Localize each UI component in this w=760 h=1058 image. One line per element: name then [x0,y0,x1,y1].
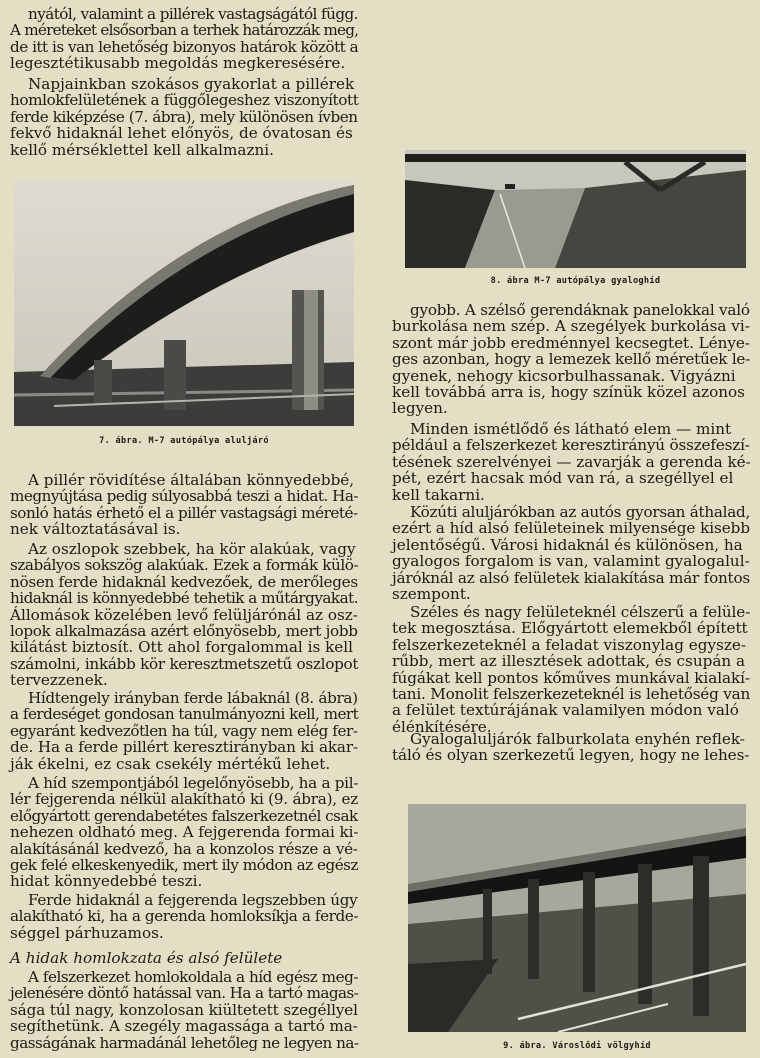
text-line: Közúti aluljárókban az autós gyorsan áthalad, [410,503,751,521]
body-paragraph [10,775,358,890]
text-line: járóknál az alsó felületek kialakítása már fontos [392,568,750,587]
text-line: ják ékelni, ez csak csekély mértékű lehet. [10,754,331,773]
figure-7-photo [14,180,354,426]
text-line: a ferdeséget gondosan tanulmányozni kell, mert [10,705,359,724]
body-paragraph [392,302,750,417]
text-line: fúgákat kell pontos kőműves munkával kialakí- [392,668,750,687]
body-paragraph [10,76,358,158]
text-line: kell továbbá arra is, hogy színük közel azonos [392,383,745,402]
figure-8-photo [405,150,746,268]
text-line: szempont. [392,585,471,604]
text-line: ferde kiképzése (7. ábra), mely különösen ívben [10,107,358,126]
text-line: pét, ezért hacsak mód van rá, a szegéllyel el [392,469,734,488]
text-line: nek változtatásával is. [10,520,181,539]
text-line: A pillér rövidítése általában könnyedebbé, [28,471,355,489]
text-line: élénkítésére. [392,717,492,736]
figure-8-caption: 8. ábra M-7 autópálya gyaloghíd [490,276,661,286]
text-line: legyen. [392,399,448,418]
text-line: sonló hatás érhető el a pillér vastagsági méreté- [10,503,358,522]
text-line: ezért a híd alsó felületeinek milyensége kisebb [392,519,751,538]
text-line: gek felé elkeskenyedik, mert ily módon az egész [10,856,358,875]
text-line: tésének szerelvényei — zavarják a gerenda ké- [392,452,751,471]
body-paragraph [10,969,358,1051]
text-line: előgyártott gerendabetétes falszerkezetnél csak [10,806,358,825]
text-line: legesztétikusabb megoldás megkeresésére. [10,54,346,73]
figure-7-caption: 7. ábra. M-7 autópálya aluljáró [99,436,269,446]
body-paragraph [392,421,750,503]
text-line: alakítható ki, ha a gerenda homloksíkja a ferde- [10,907,359,926]
text-line: A felszerkezet homlokoldala a híd egész meg- [28,968,358,986]
text-line: segíthetünk. A szegély magassága a tartó ma- [10,1017,358,1036]
text-line: Napjainkban szokásos gyakorlat a pillérek [28,75,355,93]
text-line: jelenésére döntő hatással van. Ha a tartó magas- [10,984,359,1003]
text-line: szont már jobb eredménnyel kecsegtet. Lénye- [392,333,750,352]
text-line: séggel párhuzamos. [10,923,164,942]
text-line: homlokfelületének a függőlegeshez viszonyított [10,91,359,110]
text-line: lér fejgerenda nélkül alakítható ki (9. ábra), ez [10,790,358,809]
text-line: rűbb, mert az illesztések adottak, és csupán a [392,652,746,671]
text-line: szabályos sokszög alakúak. Ezek a formák külö- [10,556,359,575]
text-line: táló és olyan szerkezetű legyen, hogy ne lehes- [392,746,750,765]
text-line: jelentőségű. Városi hidaknál és különösen, ha [392,535,743,554]
text-line: gasságának harmadánál lehetőleg ne legyen na- [10,1033,359,1052]
text-line: de itt is van lehetőség bizonyos határok között a [10,37,359,56]
text-line: nösen ferde hidaknál kedvezőek, de merőleges [10,572,358,591]
text-line: gyobb. A szélső gerendáknak panelokkal való [410,301,750,319]
text-line: Ferde hidaknál a fejgerenda legszebben úgy [28,891,358,909]
text-line: burkolása nem szép. A szegélyek burkolása vi- [392,317,750,336]
text-line: tervezzenek. [10,671,108,690]
text-line: felszerkezeteknél a feladat viszonylag egysze- [392,635,746,654]
text-line: számolni, inkább kör keresztmetszetű oszlopot [10,654,359,673]
text-line: fekvő hidaknál lehet előnyös, de óvatosan és [10,124,353,143]
body-paragraph [392,604,750,735]
body-paragraph [392,731,750,764]
body-paragraph [392,504,750,602]
text-line: tek megosztása. Előgyártott elemekből épített [392,619,748,638]
text-line: Állomások közelében levő felüljárónál az osz- [10,605,358,624]
text-line: hidat könnyedebbé teszi. [10,872,203,891]
text-line: például a felszerkezet keresztirányú összefeszí- [392,436,750,455]
figure-9-caption: 9. ábra. Városlődi völgyhíd [503,1041,651,1051]
text-line: de. Ha a ferde pillért keresztirányban ki akar- [10,738,358,757]
text-line: nehezen oldható meg. A fejgerenda formai ki- [10,823,359,842]
body-paragraph [10,6,358,72]
body-paragraph [10,690,358,772]
text-line: a felület textúrájának valamilyen módon való [392,701,739,720]
text-line: kilátást biztosít. Ott ahol forgalommal is kell [10,638,353,657]
figure-9-photo [408,804,746,1032]
text-line: A híd szempontjából legelőnyösebb, ha a pil- [28,774,359,792]
text-line: lopok alkalmazása azért előnyösebb, mert jobb [10,622,358,641]
text-line: egyaránt kedvezőtlen ha túl, vagy nem elég fer- [10,721,358,740]
body-paragraph [10,541,358,689]
text-line: sága túl nagy, konzolosan kiültetett szegéllyel [10,1000,358,1019]
text-line: alakításánál kedvező, ha a konzolos része a vé- [10,839,358,858]
text-line: Gyalogaluljárók falburkolata enyhén reflek- [410,730,745,748]
text-line: gyenek, nehogy kicsorbulhassanak. Vigyázni [392,366,736,385]
text-line: kellő mérséklettel kell alkalmazni. [10,140,274,159]
text-line: gyalogos forgalom is van, valamint gyalogalul- [392,552,750,571]
text-line: hidaknál is könnyedebbé tehetik a műtárgyakat. [10,589,359,608]
text-line: Hídtengely irányban ferde lábaknál (8. ábra) [28,689,358,707]
text-line: Minden ismétlődő és látható elem — mint [410,420,732,438]
text-line: ges azonban, hogy a lemezek kellő méretűek le- [392,350,751,369]
text-line: Az oszlopok szebbek, ha kör alakúak, vagy [28,540,356,558]
body-paragraph [10,472,358,538]
text-line: Széles és nagy felületeknél célszerű a felüle- [410,603,751,621]
text-line: megnyújtása pedig súlyosabbá teszi a hidat. Ha- [10,487,359,506]
text-line: nyától, valamint a pillérek vastagságától függ. [28,5,358,23]
section-heading: A hidak homlokzata és alsó felülete [10,949,283,967]
text-line: A méreteket elsősorban a terhek határozzák meg, [10,21,359,40]
body-paragraph [10,892,358,941]
text-line: tani. Monolit felszerkezeteknél is lehetőség van [392,685,751,704]
text-line: kell takarni. [392,485,485,504]
